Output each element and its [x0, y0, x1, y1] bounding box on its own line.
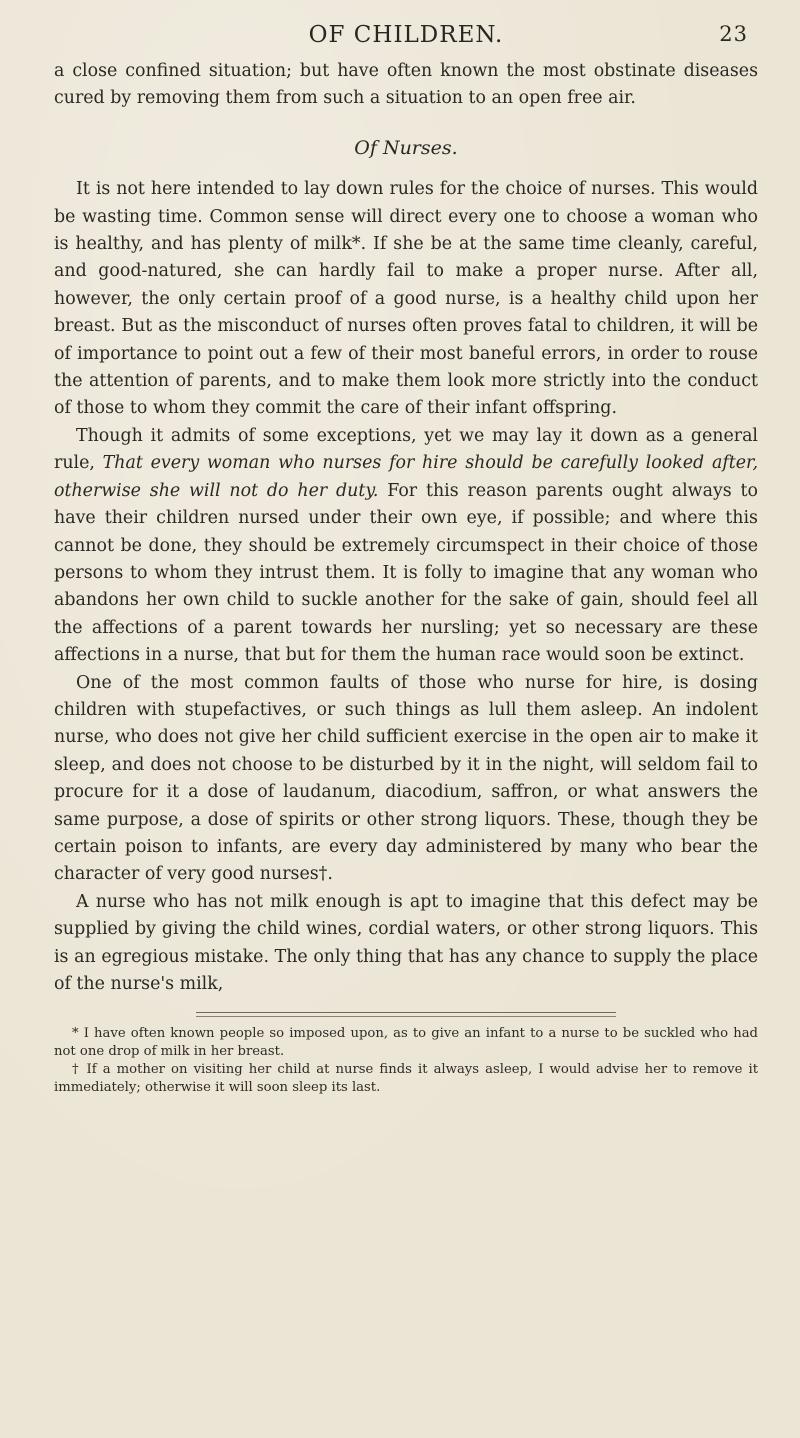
footnote-asterisk: * I have often known people so imposed upon, as to give an infant to a nurse to be suckled who had not one drop of milk in her breast. — [54, 1026, 758, 1060]
footnote-divider — [196, 1012, 616, 1017]
page-bottom-margin — [54, 1097, 758, 1247]
running-head — [54, 22, 758, 58]
page-number: 23 — [719, 22, 748, 46]
paragraph-general-rule — [54, 423, 758, 670]
paragraph-choice-of-nurses: It is not here intended to lay down rules for the choice of nurses. This would be wasting time. Common sense will direct every one to choose a woman who is healthy, and has plenty of milk*. If she be at the same time cleanly, careful, and good-natured, she can hardly fail to make a proper nurse. After all, however, the only certain proof of a good nurse, is a healthy child upon her breast. But as the misconduct of nurses often proves fatal to children, it will be of importance to point out a few of their most baneful errors, in order to rouse the attention of parents, and to make them look more strictly into the conduct of those to whom they commit the care of their infant offspring. — [54, 179, 758, 419]
footnote-dagger: † If a mother on visiting her child at nurse finds it always asleep, I would advise her to remove it immediately; otherwise it will soon sleep its last. — [54, 1062, 758, 1096]
general-rule-rest: For this reason parents ought always to have their children nursed under their own eye, if possible; and where this cannot be done, they should be extremely circumspect in their choice of those persons to whom they intrust them. It is folly to imagine that any woman who abandons her own child to suckle another for the sake of gain, should feel all the affections of a parent towards her nursling; yet so necessary are these affections in a nurse, that but for them the human race would soon be extinct. — [54, 480, 758, 666]
paragraph-continued: a close confined situation; but have often known the most obstinate diseases cured by removing them from such a situation to an open free air. — [54, 61, 758, 109]
footnotes — [54, 1025, 758, 1097]
section-heading: Of Nurses. — [354, 136, 458, 159]
running-title: OF CHILDREN. — [308, 22, 504, 48]
paragraph-strong-liquors: A nurse who has not milk enough is apt to imagine that this defect may be supplied by giving the child wines, cordial waters, or other strong liquors. This is an egregious mistake. The only thing that has any chance to supply the place of the nurse's milk, — [54, 891, 758, 994]
body-text — [54, 58, 758, 998]
general-rule-emphasis: That every woman who nurses for hire should be carefully looked after, otherwise she will not do her duty. — [54, 453, 758, 501]
general-rule-intro: Though it admits of some exceptions, yet we may lay it down as a general rule, — [54, 425, 758, 474]
paragraph-stupefactives: One of the most common faults of those who nurse for hire, is dosing children with stupefactives, or such things as lull them asleep. An indolent nurse, who does not give her child sufficient exercise in the open air to make it sleep, and does not choose to be disturbed by it in the night, will seldom fail to procure for it a dose of laudanum, diacodium, saffron, or what answers the same purpose, a dose of spirits or other strong liquors. These, though they be certain poison to infants, are every day administered by many who bear the character of very good nurses†. — [54, 672, 758, 885]
